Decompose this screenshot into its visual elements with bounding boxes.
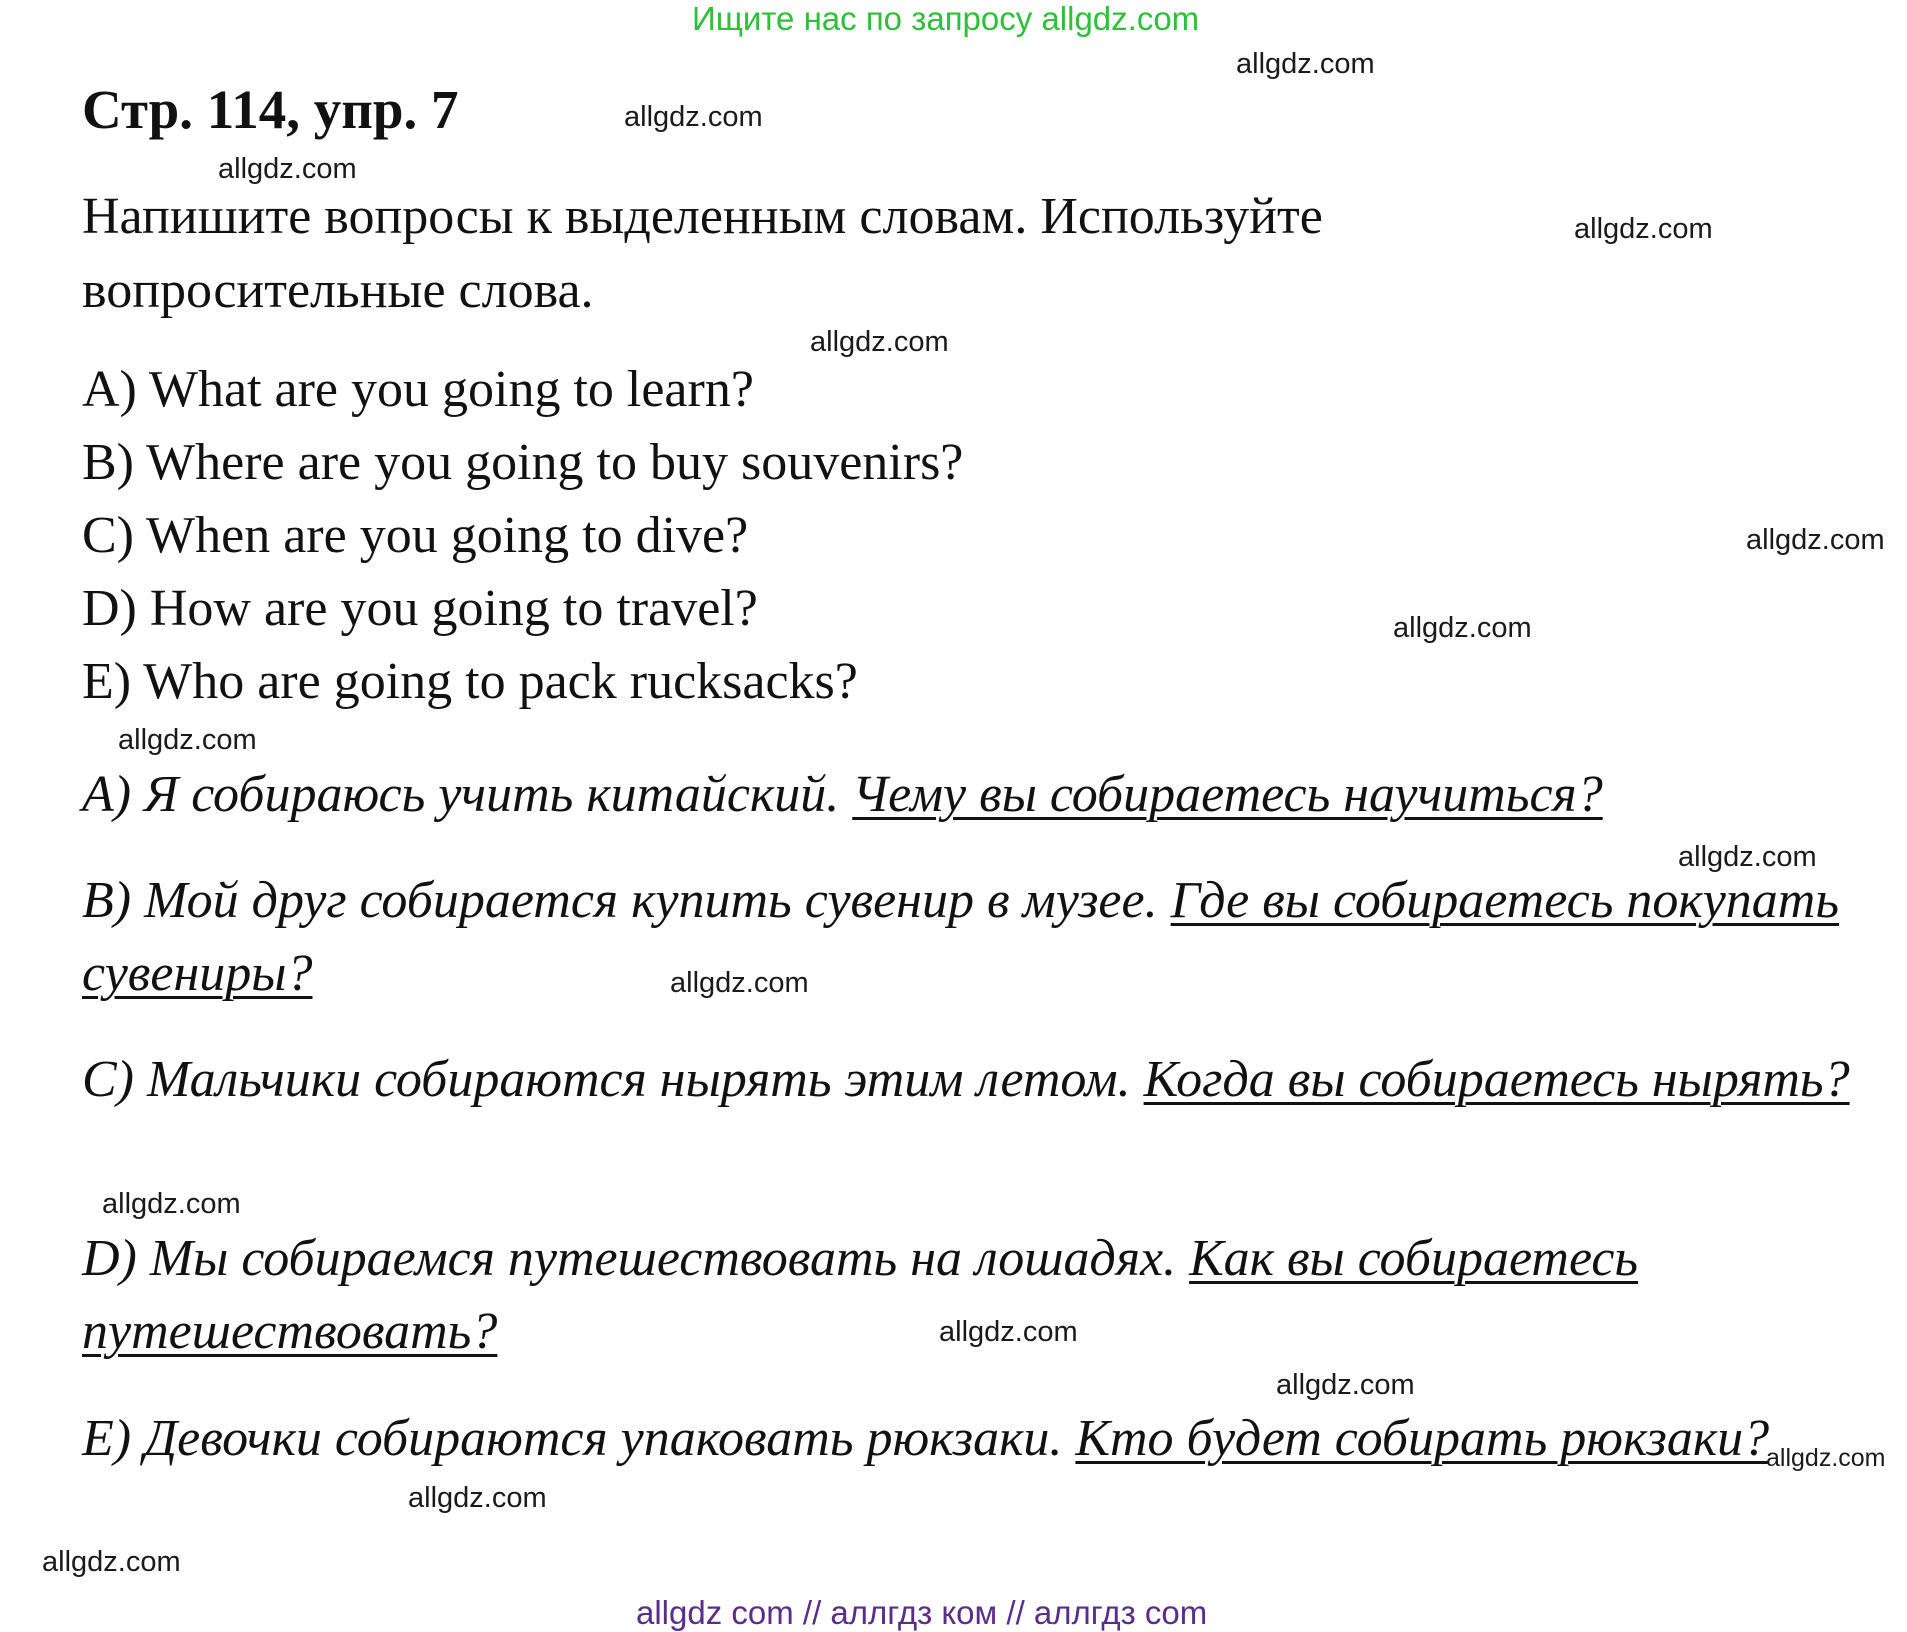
answer-c [82, 1043, 1882, 1116]
page-title: Стр. 114, упр. 7 [82, 79, 459, 140]
watermark: allgdz.com [42, 1546, 181, 1578]
question-e: E) Who are going to pack rucksacks? [82, 653, 858, 710]
answer-e [82, 1402, 1882, 1475]
watermark: allgdz.com [670, 967, 809, 999]
answer-b [82, 864, 1882, 1010]
question-b: B) Where are you going to buy souvenirs? [82, 434, 964, 491]
answer-e-question: Кто будет собирать рюкзаки? [1075, 1410, 1770, 1467]
question-a: A) What are you going to learn? [82, 361, 754, 418]
instruction-text: Напишите вопросы к выделенным словам. Используйте вопросительные слова. [82, 188, 1323, 319]
watermark: allgdz.com [939, 1316, 1078, 1348]
watermark: allgdz.com [408, 1482, 547, 1514]
watermark: allgdz.com [118, 724, 257, 756]
watermark: allgdz.com [1574, 213, 1713, 245]
answer-a [82, 758, 1882, 831]
answer-d-question: Как вы собираетесь путешествовать? [82, 1230, 1639, 1360]
watermark: allgdz.com [1678, 841, 1817, 873]
answer-a-statement: A) Я собираюсь учить китайский. [82, 766, 840, 823]
answer-e-statement: E) Девочки собираются упаковать рюкзаки. [82, 1410, 1063, 1467]
footer-links[interactable]: allgdz com // аллгдз ком // аллгдз com [636, 1594, 1208, 1631]
watermark: allgdz.com [810, 326, 949, 358]
watermark: allgdz.com [1276, 1369, 1415, 1401]
watermark: allgdz.com [1393, 612, 1532, 644]
answer-c-statement: C) Мальчики собираются нырять этим летом. [82, 1051, 1131, 1108]
watermark: allgdz.com [102, 1188, 241, 1220]
watermark: allgdz.com [1236, 48, 1375, 80]
watermark: allgdz.com [218, 153, 357, 185]
answer-c-question: Когда вы собираетесь нырять? [1143, 1051, 1850, 1108]
watermark: allgdz.com [624, 101, 763, 133]
watermark: allgdz.com [1766, 1444, 1886, 1472]
question-c: C) When are you going to dive? [82, 507, 749, 564]
answer-b-question: Где вы собираетесь покупать сувениры? [82, 872, 1839, 1002]
watermark: allgdz.com [1746, 524, 1885, 556]
answer-d-statement: D) Мы собираемся путешествовать на лошадях. [82, 1230, 1177, 1287]
promo-banner[interactable]: Ищите нас по запросу allgdz.com [692, 0, 1200, 37]
answer-a-question: Чему вы собираетесь научиться? [852, 766, 1603, 823]
answer-b-statement: B) Мой друг собирается купить сувенир в музее. [82, 872, 1158, 929]
question-d: D) How are you going to travel? [82, 580, 758, 637]
